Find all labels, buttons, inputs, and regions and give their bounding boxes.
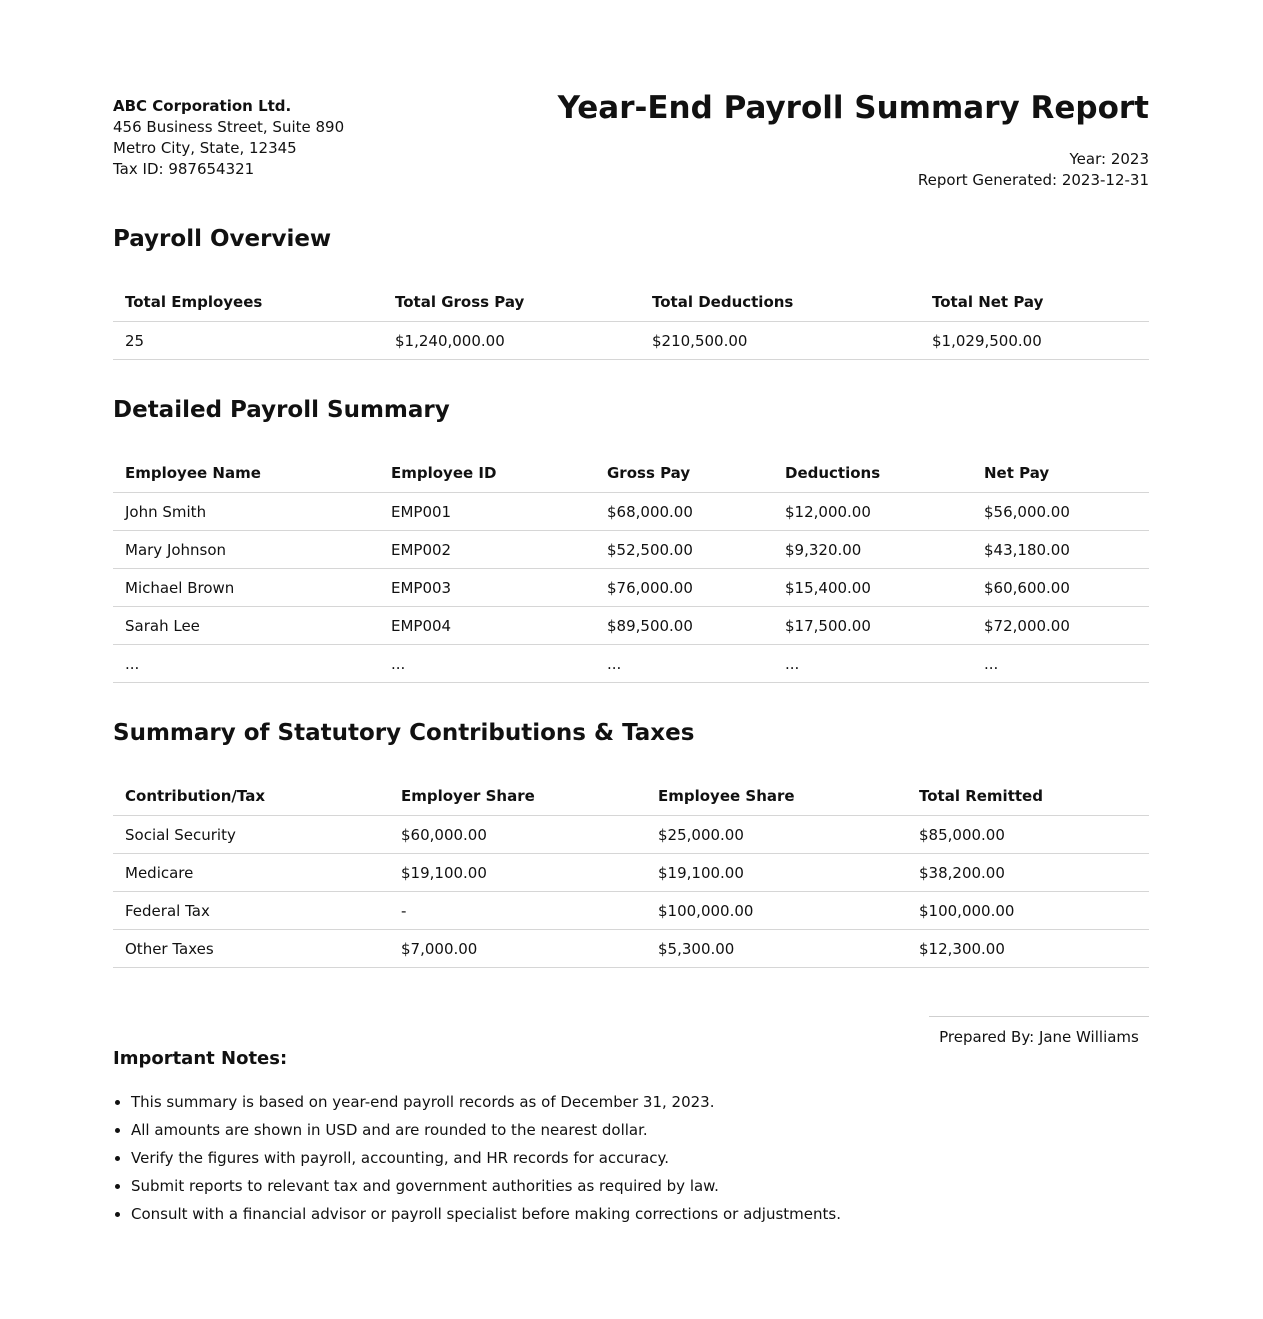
deductions-cell: $9,320.00 <box>773 531 972 569</box>
employee-name-cell: John Smith <box>113 493 379 531</box>
total-net-pay-value: $1,029,500.00 <box>920 322 1149 360</box>
employee-name-cell: Sarah Lee <box>113 607 379 645</box>
employee-id-cell: EMP001 <box>379 493 595 531</box>
deductions-cell: $12,000.00 <box>773 493 972 531</box>
gross-pay-cell: $52,500.00 <box>595 531 773 569</box>
ellipsis-cell: ... <box>595 645 773 683</box>
employer-share-cell: $7,000.00 <box>389 930 646 968</box>
contribution-name-cell: Social Security <box>113 816 389 854</box>
table-header-row <box>113 283 1149 322</box>
employee-share-cell: $25,000.00 <box>646 816 907 854</box>
important-notes-list <box>113 1088 841 1228</box>
net-pay-cell: $72,000.00 <box>972 607 1149 645</box>
total-remitted-cell: $85,000.00 <box>907 816 1149 854</box>
report-page <box>113 0 1149 1246</box>
column-header: Net Pay <box>972 454 1149 493</box>
employer-share-cell: - <box>389 892 646 930</box>
deductions-cell: $17,500.00 <box>773 607 972 645</box>
ellipsis-cell: ... <box>972 645 1149 683</box>
list-item: • Verify the figures with payroll, accounting, and HR records for accuracy. <box>131 1144 841 1172</box>
contribution-name-cell: Federal Tax <box>113 892 389 930</box>
detailed-payroll-title: Detailed Payroll Summary <box>113 397 450 423</box>
important-notes-title: Important Notes: <box>113 1048 288 1069</box>
column-header: Contribution/Tax <box>113 777 389 816</box>
list-item: • Submit reports to relevant tax and government authorities as required by law. <box>131 1172 841 1200</box>
table-row <box>113 322 1149 360</box>
report-year: Year: 2023 <box>1069 150 1149 168</box>
prepared-by-signature: Prepared By: Jane Williams <box>929 1016 1149 1047</box>
column-header: Employer Share <box>389 777 646 816</box>
table-row <box>113 493 1149 531</box>
ellipsis-cell: ... <box>773 645 972 683</box>
total-remitted-cell: $38,200.00 <box>907 854 1149 892</box>
ellipsis-cell: ... <box>113 645 379 683</box>
employee-id-cell: EMP002 <box>379 531 595 569</box>
total-remitted-cell: $12,300.00 <box>907 930 1149 968</box>
column-header: Total Remitted <box>907 777 1149 816</box>
company-tax-id: Tax ID: 987654321 <box>113 160 255 178</box>
net-pay-cell: $43,180.00 <box>972 531 1149 569</box>
column-header: Employee Share <box>646 777 907 816</box>
employee-share-cell: $100,000.00 <box>646 892 907 930</box>
total-employees-value: 25 <box>113 322 383 360</box>
gross-pay-cell: $89,500.00 <box>595 607 773 645</box>
column-header: Total Employees <box>113 283 383 322</box>
payroll-overview-title: Payroll Overview <box>113 226 332 252</box>
column-header: Gross Pay <box>595 454 773 493</box>
list-item: • Consult with a financial advisor or payroll specialist before making corrections or adjustments. <box>131 1200 841 1228</box>
table-row <box>113 569 1149 607</box>
list-item: • This summary is based on year-end payroll records as of December 31, 2023. <box>131 1088 841 1116</box>
table-row <box>113 892 1149 930</box>
total-deductions-value: $210,500.00 <box>640 322 920 360</box>
employee-share-cell: $19,100.00 <box>646 854 907 892</box>
report-generated-date: Report Generated: 2023-12-31 <box>917 171 1149 189</box>
report-meta <box>558 90 1149 191</box>
statutory-contributions-table <box>113 777 1149 968</box>
table-row <box>113 645 1149 683</box>
gross-pay-cell: $76,000.00 <box>595 569 773 607</box>
table-header-row <box>113 777 1149 816</box>
detailed-payroll-table <box>113 454 1149 683</box>
employee-name-cell: Michael Brown <box>113 569 379 607</box>
table-row <box>113 930 1149 968</box>
report-header <box>113 90 1149 191</box>
contribution-name-cell: Medicare <box>113 854 389 892</box>
employee-id-cell: EMP004 <box>379 607 595 645</box>
ellipsis-cell: ... <box>379 645 595 683</box>
total-gross-pay-value: $1,240,000.00 <box>383 322 640 360</box>
company-info <box>113 90 344 180</box>
report-title: Year-End Payroll Summary Report <box>557 90 1149 126</box>
table-header-row <box>113 454 1149 493</box>
gross-pay-cell: $68,000.00 <box>595 493 773 531</box>
company-address-line-1: 456 Business Street, Suite 890 <box>113 118 345 136</box>
report-footer <box>113 1016 1149 1246</box>
employee-share-cell: $5,300.00 <box>646 930 907 968</box>
column-header: Total Gross Pay <box>383 283 640 322</box>
list-item: • All amounts are shown in USD and are rounded to the nearest dollar. <box>131 1116 841 1144</box>
net-pay-cell: $60,600.00 <box>972 569 1149 607</box>
column-header: Employee ID <box>379 454 595 493</box>
total-remitted-cell: $100,000.00 <box>907 892 1149 930</box>
net-pay-cell: $56,000.00 <box>972 493 1149 531</box>
payroll-overview-table <box>113 283 1149 360</box>
company-address-line-2: Metro City, State, 12345 <box>113 139 297 157</box>
column-header: Total Net Pay <box>920 283 1149 322</box>
column-header: Total Deductions <box>640 283 920 322</box>
statutory-contributions-title: Summary of Statutory Contributions & Taxes <box>113 720 695 746</box>
employee-id-cell: EMP003 <box>379 569 595 607</box>
contribution-name-cell: Other Taxes <box>113 930 389 968</box>
table-row <box>113 816 1149 854</box>
table-row <box>113 607 1149 645</box>
table-row <box>113 854 1149 892</box>
employer-share-cell: $60,000.00 <box>389 816 646 854</box>
column-header: Deductions <box>773 454 972 493</box>
column-header: Employee Name <box>113 454 379 493</box>
table-row <box>113 531 1149 569</box>
deductions-cell: $15,400.00 <box>773 569 972 607</box>
employee-name-cell: Mary Johnson <box>113 531 379 569</box>
employer-share-cell: $19,100.00 <box>389 854 646 892</box>
company-name: ABC Corporation Ltd. <box>113 97 292 115</box>
